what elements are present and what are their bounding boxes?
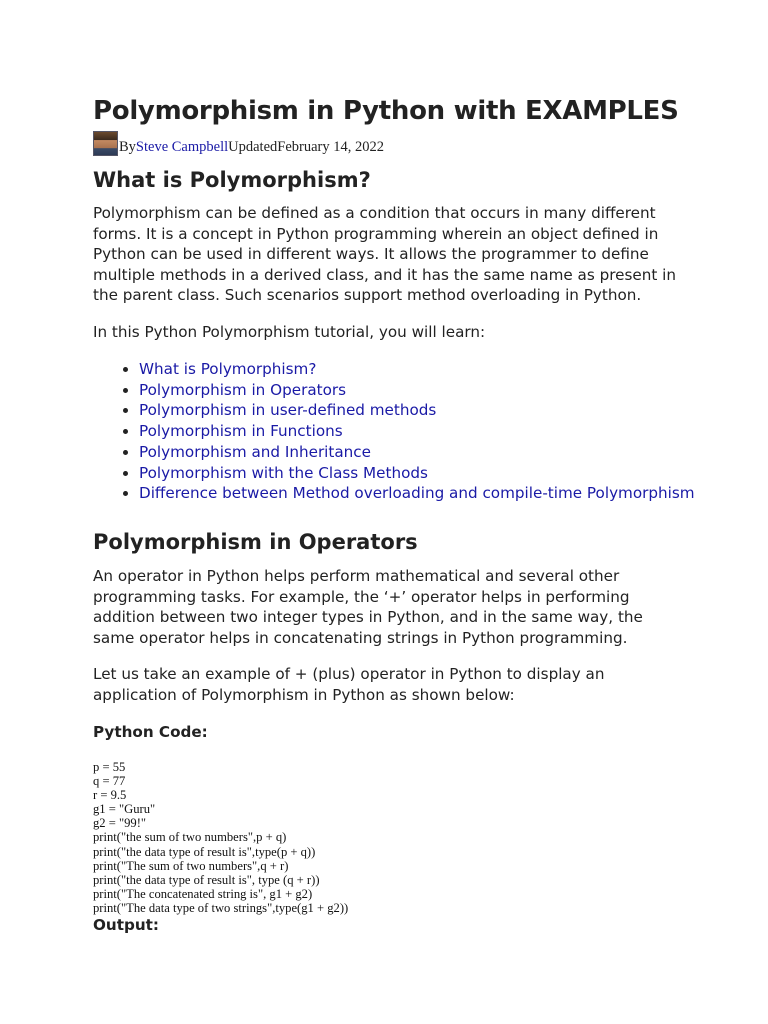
code-line: print("The sum of two numbers",q + r) [93, 858, 289, 873]
toc-item [139, 483, 709, 504]
code-line: q = 77 [93, 774, 126, 789]
operators-paragraph: An operator in Python helps perform mathematical and several other programming tasks. For example, the ‘+’ operator helps in performing addition between two integer types in Python, and in the same way, the same operator helps in concatenating strings in Python programming. [93, 567, 643, 647]
table-of-contents [115, 359, 709, 504]
byline-date: February 14, 2022 [277, 139, 384, 155]
code-line: print("the data type of result is",type(p + q)) [93, 844, 316, 859]
toc-link-functions[interactable]: Polymorphism in Functions [139, 422, 343, 441]
author-link[interactable]: Steve Campbell [135, 139, 229, 155]
code-line: g1 = "Guru" [93, 802, 156, 817]
code-line: print("The data type of two strings",type(g1 + g2)) [93, 900, 349, 915]
code-line: print("the sum of two numbers",p + q) [93, 830, 287, 845]
code-line: g2 = "99!" [93, 816, 147, 831]
byline-by-label: By [119, 139, 136, 155]
output-label: Output: [93, 916, 160, 934]
toc-item [139, 442, 709, 463]
code-line: print("the data type of result is", type (q + r)) [93, 872, 320, 887]
toc-link-user-defined-methods[interactable]: Polymorphism in user-defined methods [139, 401, 437, 420]
section-heading-operators: Polymorphism in Operators [93, 530, 418, 554]
code-line: p = 55 [93, 760, 126, 774]
intro-paragraph: Polymorphism can be defined as a condition that occurs in many different forms. It is a concept in Python programming wherein an object defined in Python can be used in different ways. It allows the programmer to define multiple methods in a derived class, and it has the same name as present in the parent class. Such scenarios support method overloading in Python. [93, 204, 677, 304]
code-line: print("The concatenated string is", g1 + g2) [93, 886, 313, 901]
code-label: Python Code: [93, 723, 208, 741]
toc-link-operators[interactable]: Polymorphism in Operators [139, 380, 347, 399]
toc-item [139, 380, 709, 401]
example-paragraph: Let us take an example of + (plus) operator in Python to display an application of Polymorphism in Python as shown below: [93, 665, 605, 704]
toc-link-class-methods[interactable]: Polymorphism with the Class Methods [139, 463, 428, 482]
toc-link-what-is-polymorphism[interactable]: What is Polymorphism? [139, 360, 317, 378]
byline [93, 132, 384, 156]
section-heading-what-is-polymorphism: What is Polymorphism? [93, 168, 371, 192]
code-block [93, 760, 348, 915]
page-title: Polymorphism in Python with EXAMPLES [93, 96, 679, 126]
toc-item [139, 359, 709, 380]
toc-item [139, 463, 709, 484]
byline-updated-label: Updated [228, 139, 278, 155]
toc-item [139, 421, 709, 442]
code-line: r = 9.5 [93, 788, 127, 803]
toc-item [139, 400, 709, 421]
author-avatar [93, 131, 118, 156]
toc-link-inheritance[interactable]: Polymorphism and Inheritance [139, 442, 371, 461]
learn-intro-text: In this Python Polymorphism tutorial, you will learn: [93, 323, 486, 341]
toc-link-method-overloading[interactable]: Difference between Method overloading and compile-time Polymorphism [139, 484, 695, 503]
